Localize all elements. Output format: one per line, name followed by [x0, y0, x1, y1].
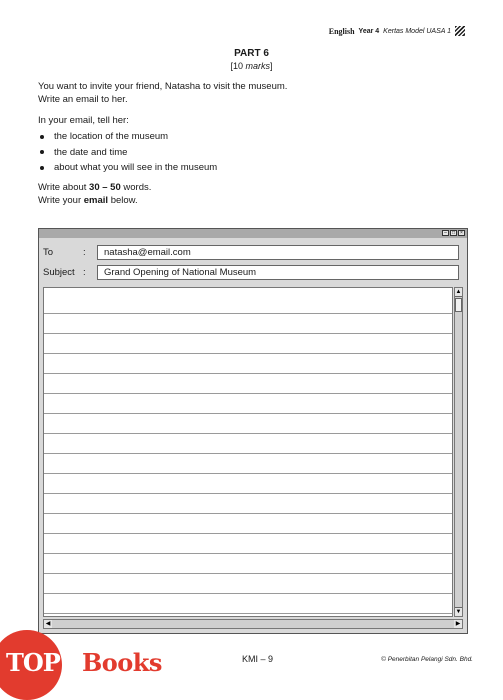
window-controls	[442, 230, 465, 236]
subject-field[interactable]: Grand Opening of National Museum	[97, 265, 459, 280]
window-titlebar[interactable]	[39, 229, 467, 238]
instruction-line-2: Write an email to her.	[38, 94, 128, 105]
to-field[interactable]: natasha@email.com	[97, 245, 459, 260]
instruction-tell-her: In your email, tell her:	[38, 115, 129, 126]
subject-colon: :	[83, 267, 86, 278]
topbooks-logo	[0, 640, 180, 684]
word-range: 30 – 50	[89, 182, 121, 193]
subject-row	[43, 265, 459, 280]
bullet-dot-icon	[40, 166, 44, 170]
list-item: the location of the museum	[38, 129, 217, 145]
minimize-icon[interactable]: –	[442, 230, 449, 236]
part-title: PART 6	[234, 48, 269, 59]
maximize-icon[interactable]: □	[451, 230, 456, 236]
subject-label: Subject	[43, 267, 75, 278]
word-count-instruction: Write about 30 – 50 words.	[38, 182, 152, 193]
header-year: Year 4	[358, 27, 380, 35]
scroll-down-icon[interactable]: ▼	[455, 609, 462, 615]
scroll-thumb[interactable]	[455, 298, 462, 312]
email-body-area[interactable]	[43, 287, 453, 617]
email-word: email	[83, 195, 109, 206]
part-marks: [10 marks]	[230, 61, 273, 71]
instruction-line-1: You want to invite your friend, Natasha to visit the museum.	[38, 81, 288, 92]
list-item: the date and time	[38, 145, 217, 161]
write-email-instruction: Write your email below.	[38, 195, 138, 206]
email-window	[38, 228, 468, 634]
page-number: KMI – 9	[242, 654, 274, 664]
bullet-dot-icon	[40, 135, 44, 139]
list-item: about what you will see in the museum	[38, 160, 217, 176]
horizontal-scrollbar[interactable]	[43, 619, 463, 629]
header-subject: English	[328, 26, 355, 36]
copyright-notice: © Penerbitan Pelangi Sdn. Bhd.	[381, 656, 473, 663]
page-header	[329, 26, 465, 36]
to-label: To	[43, 247, 54, 258]
close-icon[interactable]: ×	[458, 230, 465, 236]
bullet-dot-icon	[40, 150, 44, 154]
logo-top-text: TOP	[6, 648, 60, 677]
to-colon: :	[83, 247, 86, 258]
publisher-logo-icon	[455, 26, 465, 36]
vertical-scrollbar[interactable]	[454, 287, 463, 617]
scroll-right-icon[interactable]: ▶	[455, 621, 461, 627]
logo-books-text: Books	[82, 648, 162, 677]
scroll-up-icon[interactable]: ▲	[455, 289, 462, 295]
scroll-left-icon[interactable]: ◀	[45, 621, 51, 627]
to-row	[43, 245, 459, 260]
instruction-bullet-list	[38, 129, 217, 176]
marks-word: marks	[245, 61, 270, 71]
header-model: Kertas Model UASA 1	[383, 27, 451, 35]
